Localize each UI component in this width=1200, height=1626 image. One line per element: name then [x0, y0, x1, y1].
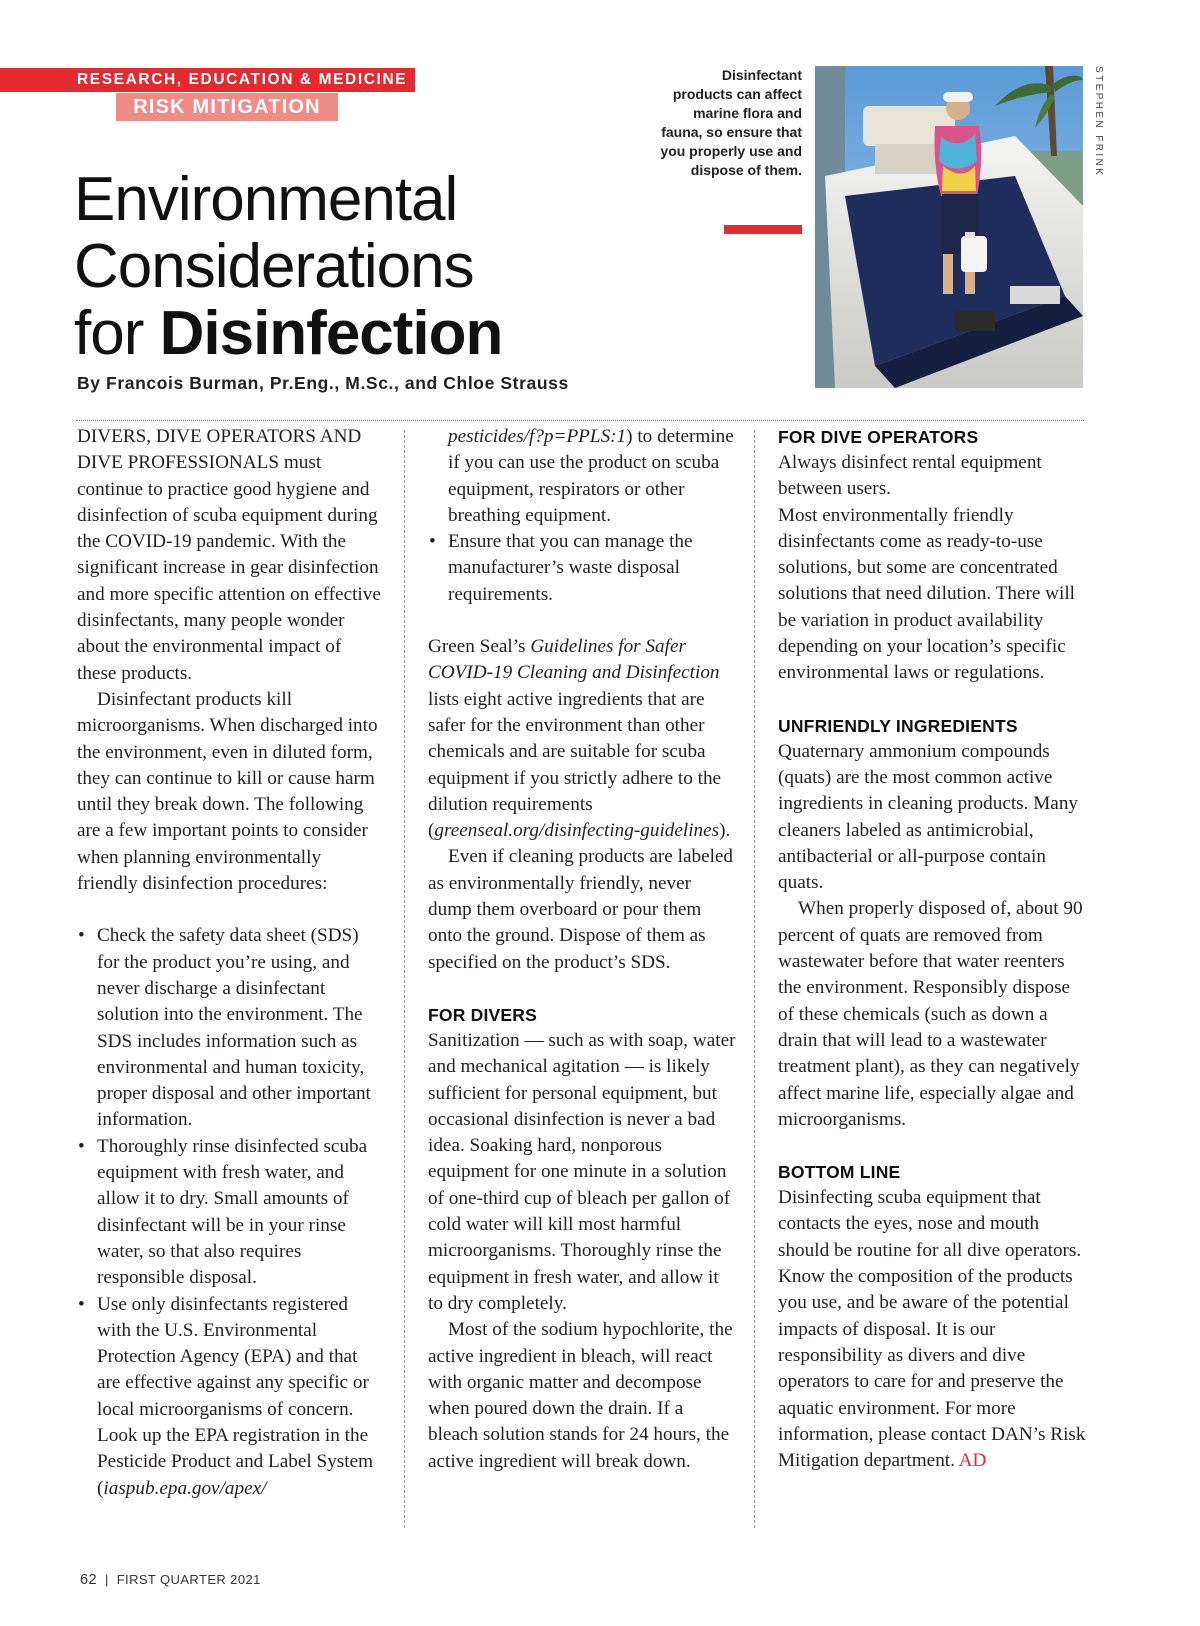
- department-label: RESEARCH, EDUCATION & MEDICINE: [77, 71, 408, 88]
- column-divider-2: [754, 430, 755, 1528]
- spacer: [778, 1133, 1090, 1159]
- heading-for-dive-operators: FOR DIVE OPERATORS: [778, 427, 979, 447]
- column-1: [77, 424, 385, 1502]
- paragraph-disinfectants: Disinfectant products kill microorganisms. When discharged into the environment, even in diluted form, they can continue to kill or cause harm until they break down. The following are a few important points to consider when planning environmentally friendly disinfection procedures:: [77, 688, 378, 895]
- spacer: [428, 608, 736, 634]
- title-line-3-prefix: for: [74, 299, 160, 368]
- section-divider: [76, 420, 1084, 421]
- paragraph-bottom-line: [778, 1185, 1090, 1474]
- paragraph-green-seal: [428, 634, 736, 844]
- paragraph-quats-disposal: When properly disposed of, about 90 percent of quats are removed from wastewater before that water reenters the environment. Responsibly dispose of these chemicals (such as down a drain that will lead to a wastewater treatment plant), as they can negatively affect marine life, especially algae and microorganisms.: [778, 898, 1083, 1130]
- issue-label: FIRST QUARTER 2021: [116, 1572, 261, 1587]
- boat-photo: [815, 66, 1083, 388]
- page-footer: [80, 1572, 261, 1588]
- spacer: [428, 976, 736, 1002]
- heading-for-divers: FOR DIVERS: [428, 1004, 537, 1025]
- points-list-continued: [428, 529, 736, 608]
- photo-credit: STEPHEN FRINK: [1093, 66, 1104, 178]
- heading-unfriendly-ingredients: UNFRIENDLY INGREDIENTS: [778, 715, 1018, 736]
- epa-link[interactable]: iaspub.epa.gov/apex/: [103, 1477, 267, 1499]
- column-divider-1: [404, 430, 405, 1528]
- section-label: RISK MITIGATION: [133, 96, 321, 118]
- title-line-3-bold: Disinfection: [159, 299, 503, 368]
- page-number: 62: [80, 1572, 97, 1588]
- heading-bottom-line: BOTTOM LINE: [778, 1162, 901, 1183]
- paragraph-ready-to-use: Most environmentally friendly disinfectants come as ready-to-use solutions, but some are concentrated solutions that need dilution. There will be variation in product availability depending on your location’s specific environmental laws or regulations.: [778, 504, 1076, 684]
- list-item: • Check the safety data sheet (SDS) for the product you’re using, and never discharge a disinfectant solution into the environment. The SDS includes information such as environmental and human toxicity, proper disposal and other important information.: [77, 923, 385, 1133]
- text: lists eight active ingredients that are safer for the environment than other chemicals and are suitable for scuba equipment if you strictly adhere to the dilution requirements (: [428, 688, 722, 842]
- intro-paragraph: DIVERS, DIVE OPERATORS AND DIVE PROFESSIONALS must continue to practice good hygiene and disinfection of scuba equipment during the COVID-19 pandemic. With the significant increase in gear disinfection and more specific attention on effective disinfectants, many people wonder about the environmental impact of these products.: [77, 426, 381, 684]
- spacer: [77, 897, 385, 923]
- text: Disinfecting scuba equipment that contacts the eyes, nose and mouth should be routine for all dive operators. Know the composition of the products you use, and be aware of the potential impacts of disposal. It is our responsibility as divers and dive operators to care for and preserve the aquatic environment. For more information, please contact DAN’s Risk Mitigation department.: [778, 1187, 1086, 1472]
- paragraph-rental: Always disinfect rental equipment between users.: [778, 452, 1042, 500]
- paragraph-quats: Quaternary ammonium compounds (quats) are the most common active ingredients in cleaning products. Many cleaners labeled as antimicrobial, antibacterial or all-purpose contain quats.: [778, 740, 1079, 894]
- text: ).: [719, 820, 731, 842]
- footer-separator: |: [104, 1572, 109, 1587]
- list-item-text: Use only disinfectants registered with the U.S. Environmental Protection Agency (EPA) and that are effective against any specific or local microorganisms of concern. Look up the EPA registration in the Pesticide Product and Label System (: [97, 1293, 374, 1499]
- paragraph-sodium: Most of the sodium hypochlorite, the active ingredient in bleach, will react with organic matter and decompose when poured down the drain. If a bleach solution stands for 24 hours, the active ingredient will break down.: [428, 1319, 733, 1472]
- end-mark: AD: [958, 1450, 987, 1472]
- section-banner: [116, 93, 338, 121]
- paragraph-sanitization: Sanitization — such as with soap, water and mechanical agitation — is likely sufficient for personal equipment, but occasional disinfection is never a bad idea. Soaking hard, nonporous equipment for one minute in a solution of one-third cup of bleach per gallon of cold water will kill most harmful microorganisms. Thoroughly rinse the equipment in fresh water, and allow it to dry completely.: [428, 1029, 736, 1314]
- spacer: [778, 687, 1090, 713]
- points-list: [77, 923, 385, 1502]
- list-item: • Thoroughly rinse disinfected scuba equipment with fresh water, and allow it to dry. Small amounts of disinfectant will be in your rinse water, so that also requires responsible disposal.: [77, 1134, 385, 1292]
- text: Green Seal’s: [428, 636, 531, 658]
- greenseal-link[interactable]: greenseal.org/disinfecting-guidelines: [434, 820, 720, 842]
- list-item-text: ) to determine if you can use the product on scuba equipment, respirators or other breathing equipment.: [448, 426, 734, 526]
- title-line-3: [74, 300, 634, 367]
- list-item-continued: [428, 424, 736, 529]
- list-item: • Ensure that you can manage the manufacturer’s waste disposal requirements.: [428, 529, 736, 608]
- column-2: [428, 424, 736, 1475]
- list-item: [77, 1292, 385, 1502]
- photo-caption: Disinfectant products can affect marine flora and fauna, so ensure that you properly use and dispose of them.: [660, 67, 802, 178]
- article-title: [74, 166, 634, 367]
- title-line-2: Considerations: [74, 232, 474, 301]
- column-3: [778, 424, 1090, 1474]
- boat-photo-illustration: [815, 66, 1083, 388]
- guidelines-title: Guidelines for Safer COVID-19 Cleaning and Disinfection: [428, 636, 720, 684]
- caption-accent-rule: [724, 225, 802, 234]
- epa-link-continued[interactable]: pesticides/f?p=PPLS:1: [448, 426, 627, 447]
- paragraph-labeled: Even if cleaning products are labeled as environmentally friendly, never dump them overboard or pour them onto the ground. Dispose of them as specified on the product’s SDS.: [428, 846, 734, 973]
- department-banner: [0, 68, 415, 92]
- title-line-1: Environmental: [74, 165, 458, 234]
- byline: By Francois Burman, Pr.Eng., M.Sc., and Chloe Strauss: [77, 373, 569, 393]
